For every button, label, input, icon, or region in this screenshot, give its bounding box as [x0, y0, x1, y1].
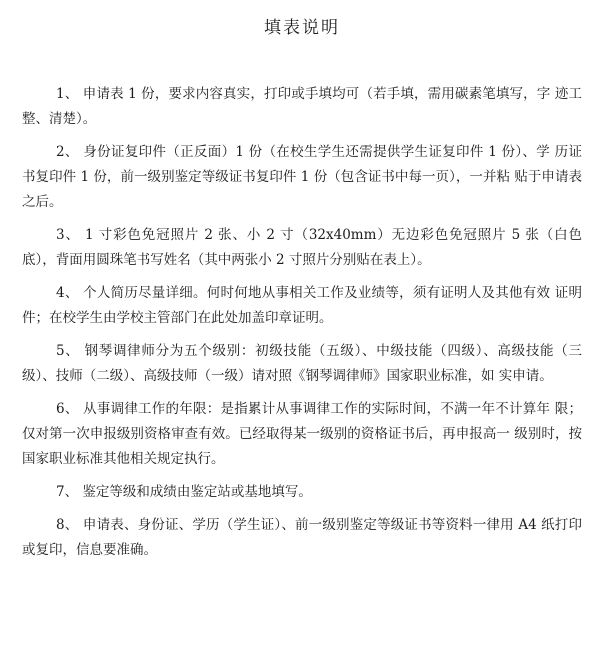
instruction-item-3: 3、 1 寸彩色免冠照片 2 张、小 2 寸（32x40mm）无边彩色免冠照片 5 张（白色底），背面用圆珠笔书写姓名（其中两张小 2 寸照片分别贴在表上）。 [22, 227, 582, 268]
instruction-item-8: 8、 申请表、身份证、学历（学生证）、前一级别鉴定等级证书等资料一律用 A4 纸打印或复印，信息要准确。 [22, 517, 582, 558]
instruction-item-1: 1、 申请表 1 份，要求内容真实，打印或手填均可（若手填，需用碳素笔填写，字 迹工整、清楚）。 [22, 86, 582, 127]
instruction-item-2: 2、 身份证复印件（正反面）1 份（在校生学生还需提供学生证复印件 1 份）、学 历证书复印件 1 份，前一级别鉴定等级证书复印件 1 份（包含证书中每一页），一并粘 贴于申请表之后。 [22, 144, 582, 210]
instruction-item-7: 7、 鉴定等级和成绩由鉴定站或基地填写。 [56, 484, 312, 500]
instruction-item-4: 4、 个人简历尽量详细。何时何地从事相关工作及业绩等，须有证明人及其他有效 证明件；在校学生由学校主管部门在此处加盖印章证明。 [22, 285, 582, 326]
document-title: 填表说明 [264, 18, 340, 38]
instruction-item-6: 6、 从事调律工作的年限：是指累计从事调律工作的实际时间，不满一年不计算年 限；仅对第一次申报级别资格审查有效。已经取得某一级别的资格证书后，再申报高一 级别时，按国家职业标准其他相关规定执行。 [22, 401, 582, 467]
instruction-item-5: 5、 钢琴调律师分为五个级别：初级技能（五级）、中级技能（四级）、高级技能（三 级）、技师（二级）、高级技师（一级）请对照《钢琴调律师》国家职业标准，如 实申请。 [22, 343, 582, 384]
